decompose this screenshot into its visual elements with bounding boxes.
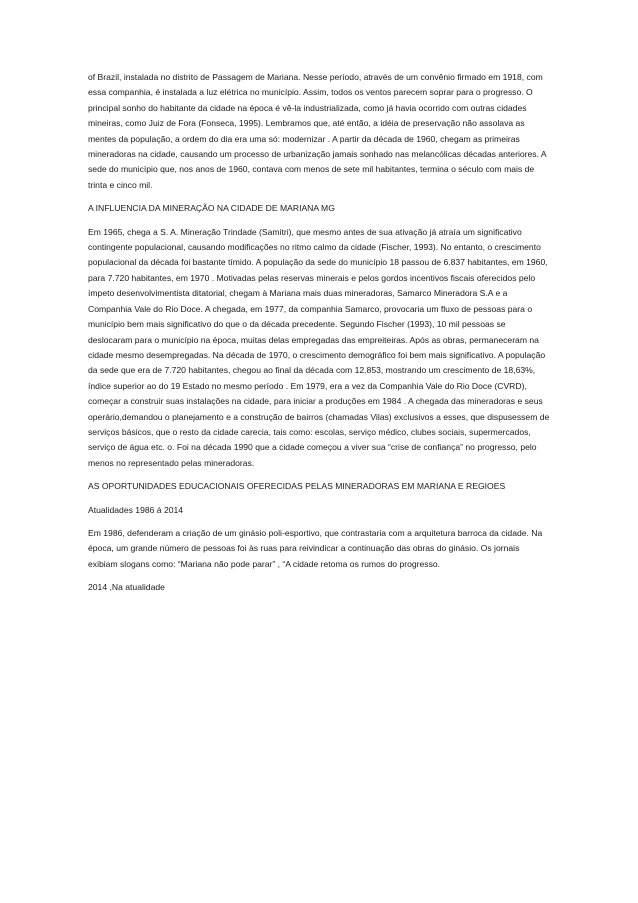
document-page	[88, 70, 550, 604]
section-heading-current-events: Atualidades 1986 á 2014	[88, 504, 184, 515]
paragraph-gymnasium: Em 1986, defenderam a criação de um ginásio poli-esportivo, que contrastaria com a arquitetura barroca da cidade. Na época, um grande número de pessoas foi às ruas para reivindicar a continuação das obras do ginásio. Os jornais exibiam slogans como: “Mariana não pode parar” , “A cidade retoma os rumos do progresso.	[88, 527, 543, 569]
section-heading-educational-opportunities: AS OPORTUNIDADES EDUCACIONAIS OFERECIDAS PELAS MINERADORAS EM MARIANA E REGIOES	[88, 481, 506, 492]
section-heading-today: 2014 ,Na atualidade	[88, 582, 165, 593]
paragraph-mining-influence: Em 1965, chega a S. A. Mineração Trindade (Samitri), que mesmo antes de sua ativação já atraía um significativo contingente populacional, causando modificações no ritmo calmo da cidade (Fischer, 1993). No entanto, o crescimento populacional da década foi bastante tímido. A população da sede do município 18 passou de 6.837 habitantes, em 1960, para 7.720 habitantes, em 1970 . Motivadas pelas reservas minerais e pelos gordos incentivos fiscais oferecidos pelo ímpeto desenvolvimentista ditatorial, chegam à Mariana mais duas mineradoras, Samarco Mineradora S.A e a Companhia Vale do Rio Doce. A chegada, em 1977, da companhia Samarco, provocaria um fluxo de pessoas para o município bem mais significativo do que o da década precedente. Segundo Fischer (1993), 10 mil pessoas se deslocaram para o município na época, muitas delas empregadas das empreiteiras. Após as obras, permaneceram na cidade mesmo desempregadas. Na década de 1970, o crescimento demográfico foi bem mais significativo. A população da sede que era de 7.720 habitantes, chegou ao final da década com 12.853, mostrando um crescimento de 18,63%, índice superior ao do 19 Estado no mesmo período . Em 1979, era a vez da Companhia Vale do Rio Doce (CVRD), começar a construir suas instalações na cidade, para iniciar a produções em 1984 . A chegada das mineradoras e seus operário,demandou o planejamento e a construção de bairros (chamadas Vilas) exclusivos a esses, que dispusessem de serviços básicos, que o resto da cidade carecia, tais como: escolas, serviço médico, clubes sociais, supermercados, serviço de água etc. o. Foi na década 1990 que a cidade começou a viver sua “crise de confiança” no progresso, pelo menos no representado pelas mineradoras.	[88, 226, 550, 468]
section-heading-mining-influence: A INFLUENCIA DA MINERAÇÃO NA CIDADE DE MARIANA MG	[88, 203, 335, 214]
paragraph-history: of Brazil, instalada no distrito de Passagem de Mariana. Nesse período, através de um convênio firmado em 1918, com essa companhia, é instalada a luz elétrica no município. Assim, todos os ventos parecem soprar para o progresso. O principal sonho do habitante da cidade na época é vê-la industrializada, como já havia ocorrido com outras cidades mineiras, como Juiz de Fora (Fonseca, 1995). Lembramos que, até então, a idéia de preservação não assolava as mentes da população, a ordem do dia era uma só: modernizar . A partir da década de 1960, chegam as primeiras mineradoras na cidade, causando um processo de urbanização jamais sonhado nas melancólicas décadas anteriores. A sede do município que, nos anos de 1960, contava com menos de sete mil habitantes, termina o século com mais de trinta e cinco mil.	[88, 72, 547, 190]
